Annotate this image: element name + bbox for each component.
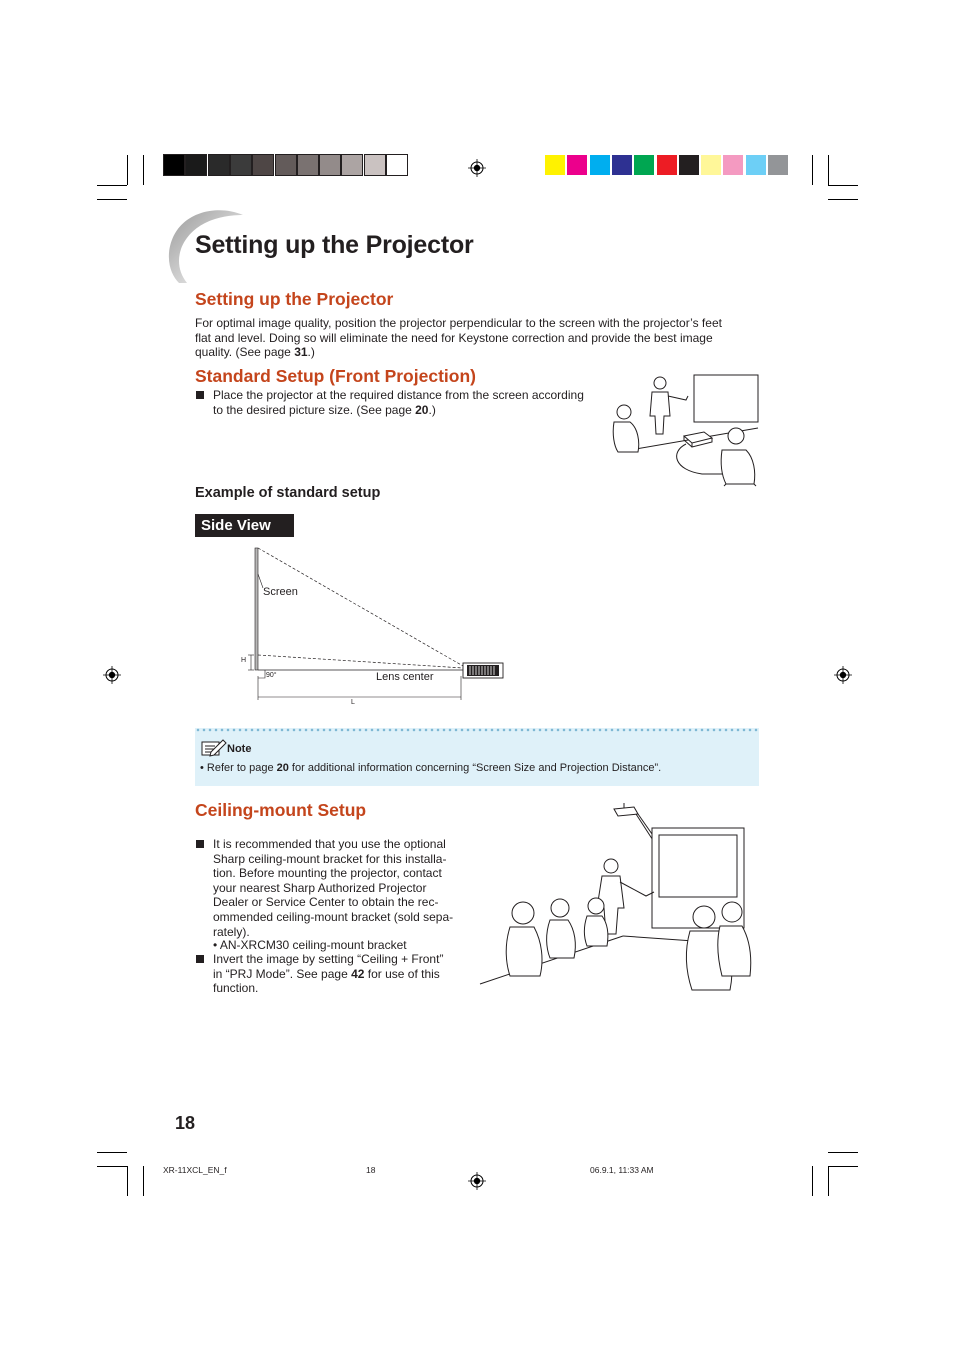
example-subheading: Example of standard setup: [195, 485, 381, 501]
color-swatch: [253, 155, 273, 175]
front-projection-illustration: [608, 372, 763, 487]
color-swatch: [320, 155, 340, 175]
crop-mark: [828, 185, 858, 186]
color-swatch: [590, 155, 610, 175]
page-title: Setting up the Projector: [195, 231, 474, 259]
text-line: It is recommended that you use the optional: [213, 837, 446, 851]
registration-mark-icon: [103, 666, 121, 684]
section-heading-setting-up: Setting up the Projector: [195, 289, 394, 309]
text-span: for use of this: [364, 966, 440, 981]
page-reference: 20: [415, 402, 429, 417]
text-span: in “PRJ Mode”. See page: [213, 966, 352, 981]
text-span: to the desired picture size. (See page: [213, 402, 416, 417]
text-line: rately).: [213, 924, 250, 939]
crop-mark: [812, 155, 813, 185]
height-label: H: [241, 657, 247, 664]
text-line: [213, 403, 613, 418]
page-number: 18: [175, 1113, 196, 1133]
color-swatch: [365, 155, 385, 175]
text-span: for additional information concerning “Screen Size and Projection Distance”.: [288, 762, 662, 774]
color-swatch: [545, 155, 565, 175]
color-swatch: [298, 155, 318, 175]
text-line: your nearest Sharp Authorized Projector: [213, 880, 427, 895]
text-span: quality. (See page: [195, 345, 295, 360]
note-box-dotted-border: [195, 728, 759, 732]
text-line: flat and level. Doing so will eliminate the need for Keystone correction and provide the best image: [195, 330, 713, 345]
text-line: [213, 967, 469, 982]
crop-mark: [97, 185, 127, 186]
crop-mark: [127, 155, 128, 185]
color-swatch: [342, 155, 362, 175]
square-bullet-icon: [196, 391, 204, 399]
section-heading-ceiling-mount: Ceiling-mount Setup: [195, 800, 367, 820]
text-line: Dealer or Service Center to obtain the rec-: [213, 895, 439, 910]
text-line: Place the projector at the required distance from the screen according: [213, 388, 584, 402]
registration-mark-icon: [834, 666, 852, 684]
footer-timestamp: 06.9.1, 11:33 AM: [590, 1165, 654, 1175]
angle-label: 90°: [266, 672, 277, 679]
square-bullet-icon: [196, 955, 204, 963]
standard-setup-bullet: [213, 388, 613, 417]
page-reference: 31: [294, 345, 308, 360]
ceiling-mount-bullet-2: [213, 952, 469, 996]
text-span: • Refer to page: [200, 762, 277, 774]
screen-label: Screen: [263, 586, 298, 598]
page-reference: 20: [276, 762, 289, 774]
color-swatch: [186, 155, 206, 175]
ceiling-mount-bullet-1: [213, 837, 469, 939]
text-line: function.: [213, 981, 259, 996]
color-swatch: [679, 155, 699, 175]
square-bullet-icon: [196, 840, 204, 848]
text-span: .): [428, 402, 436, 417]
registration-mark-icon: [468, 159, 486, 177]
color-swatch: [612, 155, 632, 175]
text-line: Invert the image by setting “Ceiling + Front”: [213, 952, 444, 966]
bracket-model-item: • AN-XRCM30 ceiling-mount bracket: [213, 938, 407, 952]
section-heading-standard-setup: Standard Setup (Front Projection): [195, 366, 476, 386]
text-line: tion. Before mounting the projector, contact: [213, 866, 442, 881]
side-view-diagram: [235, 540, 510, 710]
intro-paragraph: [195, 316, 761, 360]
color-swatch: [723, 155, 743, 175]
crop-mark: [143, 1166, 144, 1196]
registration-mark-icon: [468, 1172, 486, 1190]
footer-filename: XR-11XCL_EN_f: [163, 1165, 227, 1175]
crop-mark: [97, 1152, 127, 1153]
color-swatch: [634, 155, 654, 175]
color-swatch: [768, 155, 788, 175]
crop-mark: [828, 199, 858, 200]
color-swatch: [567, 155, 587, 175]
text-line: [195, 345, 761, 360]
lens-center-label: Lens center: [376, 671, 434, 683]
footer-page: 18: [366, 1165, 376, 1175]
crop-mark: [97, 1166, 127, 1167]
text-line: For optimal image quality, position the projector perpendicular to the screen with the projector’s feet: [195, 316, 722, 330]
color-swatch: [209, 155, 229, 175]
color-swatch: [701, 155, 721, 175]
text-span: .): [307, 345, 315, 360]
color-swatch: [746, 155, 766, 175]
page-reference: 42: [351, 966, 365, 981]
crop-mark: [828, 155, 829, 185]
crop-mark: [828, 1166, 858, 1167]
color-swatch: [657, 155, 677, 175]
distance-label: L: [351, 699, 355, 706]
crop-mark: [127, 1166, 128, 1196]
color-swatch: [231, 155, 251, 175]
crop-mark: [828, 1152, 858, 1153]
note-pencil-icon: [201, 737, 227, 757]
ceiling-mount-illustration: [478, 800, 753, 995]
crop-mark: [143, 155, 144, 185]
text-line: Sharp ceiling-mount bracket for this installa-: [213, 851, 447, 866]
crop-mark: [812, 1166, 813, 1196]
crop-mark: [828, 1166, 829, 1196]
note-label: Note: [227, 743, 252, 755]
crop-mark: [97, 199, 127, 200]
color-swatch: [276, 155, 296, 175]
text-line: ommended ceiling-mount bracket (sold sepa-: [213, 909, 454, 924]
note-box: [195, 728, 759, 786]
color-swatch: [164, 155, 184, 175]
color-swatch: [387, 155, 407, 175]
note-text: [200, 762, 755, 774]
side-view-label: Side View: [195, 514, 294, 537]
